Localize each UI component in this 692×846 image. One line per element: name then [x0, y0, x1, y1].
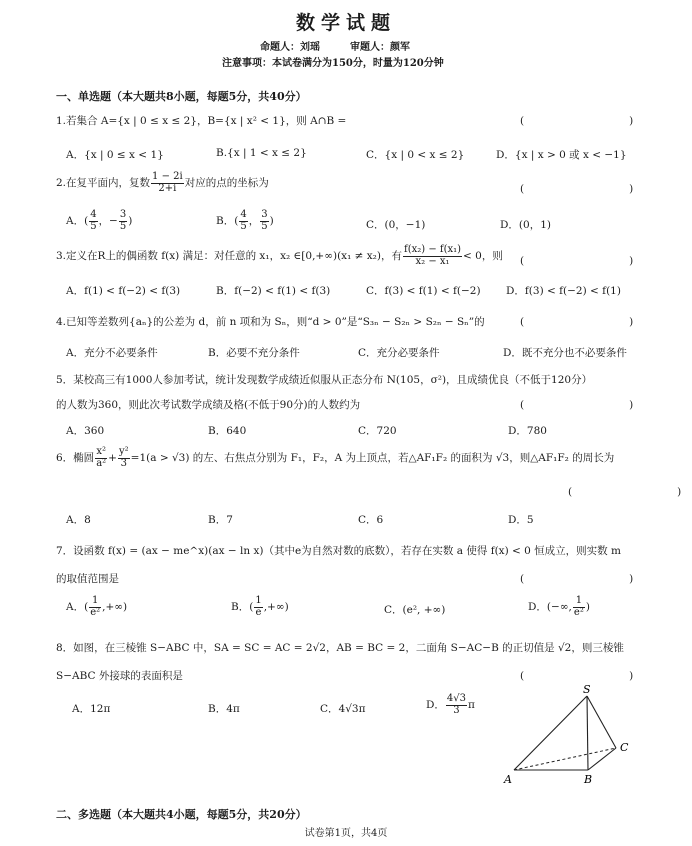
question-6-stem	[56, 447, 614, 469]
q8-option-c: C．4√3π	[320, 703, 366, 715]
edge-SC	[587, 696, 616, 748]
q2-fraction	[151, 172, 184, 194]
q2-fraction-num: 1 − 2i	[152, 171, 183, 182]
q3-option-c: C．f(3) < f(1) < f(−2)	[366, 285, 481, 297]
q2b-post: )	[269, 215, 274, 227]
q2-option-d: D．(0，1)	[500, 219, 551, 231]
question-1-stem: 1.若集合 A={x | 0 ≤ x ≤ 2}，B={x | x² < 1}，则 A∩B =	[56, 115, 347, 127]
page-title: 数学试题	[295, 12, 396, 34]
q2-stem-post: 对应的点的坐标为	[184, 177, 269, 189]
q6-option-a: A．8	[66, 514, 91, 526]
q7b-pre: B．(	[231, 601, 254, 613]
q7d-frac	[573, 596, 585, 618]
q7a-post: ,+∞)	[102, 601, 128, 613]
q2a-pre: A．(	[66, 215, 89, 227]
q2b-mid: ，	[248, 215, 260, 227]
q2b-frac2-num: 3	[261, 209, 268, 220]
answer-paren-2: ( )	[520, 183, 634, 195]
q6-frac-y	[118, 447, 130, 469]
q4-option-d: D．既不充分也不必要条件	[503, 347, 627, 359]
q6-pre: 6．椭圆	[56, 452, 95, 464]
answer-paren-7: ( )	[520, 573, 634, 585]
answer-paren-8: ( )	[520, 670, 634, 682]
q2b-frac1	[239, 210, 247, 232]
q7b-frac-num: 1	[255, 595, 262, 606]
notice-line: 注意事项：本试卷满分为150分，时量为120分钟	[222, 58, 444, 69]
q2a-frac2	[119, 210, 127, 232]
q3-option-a: A．f(1) < f(−2) < f(3)	[66, 285, 181, 297]
q8d-frac-num: 4√3	[446, 693, 467, 704]
q1-option-c: C．{x | 0 < x ≤ 2}	[366, 149, 465, 161]
q8d-frac-den: 3	[453, 704, 460, 716]
authors-line: 命题人：刘瑶 审题人：颜军	[260, 42, 410, 53]
q7a-frac-num: 1	[89, 596, 101, 608]
q2a-frac1	[89, 210, 97, 232]
q2b-frac1-num: 4	[240, 209, 247, 220]
q5-option-d: D．780	[508, 425, 547, 437]
q5-option-c: C．720	[358, 425, 397, 437]
q2b-pre: B．(	[216, 215, 239, 227]
page-footer: 试卷第1页，共4页	[304, 828, 388, 839]
q5-option-a: A．360	[66, 425, 105, 437]
q5-option-b: B．640	[208, 425, 247, 437]
question-3-stem	[56, 245, 503, 267]
q6-frac-x	[95, 447, 107, 469]
section-2-title: 二、多选题（本大题共4小题，每题5分，共20分）	[56, 808, 307, 821]
q2-stem-pre: 2.在复平面内，复数	[56, 177, 151, 189]
q7b-frac-den: e	[255, 606, 262, 618]
vertex-label-A: A	[504, 773, 512, 786]
answer-paren-1: ( )	[520, 115, 634, 127]
answer-paren-4: ( )	[520, 316, 634, 328]
question-8-line-1: 8．如图，在三棱锥 S−ABC 中，SA = SC = AC = 2√2，AB = BC = 2，二面角 S−AC−B 的正切值是 √2，则三棱锥	[56, 642, 624, 654]
q3-option-d: D．f(3) < f(−2) < f(1)	[506, 285, 621, 297]
q2b-frac2-den: 5	[261, 220, 268, 232]
q7b-frac	[254, 596, 262, 618]
q2-option-b	[216, 210, 274, 232]
q2-fraction-den: 2+i	[158, 182, 177, 194]
vertex-label-C: C	[620, 741, 629, 754]
q2a-frac1-num: 4	[90, 209, 97, 220]
q7a-frac-den: e²	[90, 606, 101, 618]
answer-paren-3: ( )	[520, 255, 634, 267]
vertex-label-S: S	[583, 683, 591, 696]
q7d-post: )	[585, 601, 590, 613]
q7a-pre: A．(	[66, 601, 89, 613]
q2a-post: )	[128, 215, 133, 227]
q2a-frac1-den: 5	[90, 220, 97, 232]
q8-option-b: B．4π	[208, 703, 240, 715]
q7-option-d	[528, 596, 590, 618]
q1-option-d: D．{x | x > 0 或 x < −1}	[496, 149, 627, 161]
question-7-line-2: 的取值范围是	[56, 573, 119, 585]
question-7-line-1: 7．设函数 f(x) = (ax − me^x)(ax − ln x)（其中e为自然对数的底数），若存在实数 a 使得 f(x) < 0 恒成立，则实数 m	[56, 545, 621, 557]
q2a-mid: ，−	[98, 215, 118, 227]
q7d-pre: D．(−∞,	[528, 601, 572, 613]
q3-fraction-num: f(x₂) − f(x₁)	[404, 244, 462, 255]
question-5-line-1: 5．某校高三有1000人参加考试，统计发现数学成绩近似服从正态分布 N(105，σ²)，且成绩优良（不低于120分）	[56, 374, 593, 386]
q6-frac-x-den: a²	[96, 457, 107, 469]
q4-option-b: B．必要不充分条件	[208, 347, 300, 359]
question-2-stem	[56, 172, 269, 194]
q4-option-a: A．充分不必要条件	[66, 347, 158, 359]
q1-option-a: A．{x | 0 ≤ x < 1}	[66, 149, 164, 161]
q3-fraction-den: x₂ − x₁	[415, 255, 450, 267]
q7-option-c: C．(e², +∞)	[384, 604, 446, 616]
q7-option-b	[231, 596, 289, 618]
q7b-post: ,+∞)	[263, 601, 289, 613]
pyramid-figure	[496, 682, 646, 792]
q6-frac-x-num: x²	[96, 446, 106, 457]
q6-post: =1(a > √3) 的左、右焦点分别为 F₁，F₂，A 为上顶点，若△AF₁F₂ 的面积为 √3，则△AF₁F₂ 的周长为	[130, 452, 615, 464]
q7-option-a	[66, 596, 127, 618]
q3-stem-post: < 0，则	[463, 250, 503, 262]
q8d-pre: D．	[426, 699, 445, 711]
q2a-frac2-num: 3	[119, 209, 127, 220]
edge-SB	[587, 696, 588, 770]
q8-option-d	[426, 694, 475, 716]
q2b-frac1-den: 5	[240, 220, 247, 232]
q6-frac-y-num: y²	[118, 446, 129, 457]
q3-option-b: B．f(−2) < f(1) < f(3)	[216, 285, 331, 297]
q2a-frac2-den: 5	[119, 220, 127, 232]
q3-fraction	[403, 245, 462, 267]
q2-option-c: C．(0，−1)	[366, 219, 426, 231]
q6-frac-y-den: 3	[120, 457, 127, 469]
q7d-frac-num: 1	[573, 596, 585, 608]
q6-plus: +	[108, 452, 117, 464]
section-1-title: 一、单选题（本大题共8小题，每题5分，共40分）	[56, 90, 307, 103]
q2-option-a	[66, 210, 132, 232]
q8d-frac	[446, 694, 467, 716]
question-4-stem: 4.已知等差数列{aₙ}的公差为 d，前 n 项和为 Sₙ，则“d > 0”是“S₃ₙ − S₂ₙ > S₂ₙ − Sₙ”的	[56, 316, 485, 328]
q6-option-d: D．5	[508, 514, 534, 526]
q2b-frac2	[260, 210, 268, 232]
edge-AC-hidden	[514, 748, 616, 770]
q8d-post: π	[468, 699, 475, 711]
q4-option-c: C．充分必要条件	[358, 347, 440, 359]
edge-SA	[514, 696, 587, 770]
q6-option-c: C．6	[358, 514, 384, 526]
question-5-line-2: 的人数为360，则此次考试数学成绩及格(不低于90分)的人数约为	[56, 399, 361, 411]
q8-option-a: A．12π	[72, 703, 111, 715]
question-8-line-2: S−ABC 外接球的表面积是	[56, 670, 183, 682]
answer-paren-5: ( )	[520, 399, 634, 411]
q3-stem-pre: 3.定义在R上的偶函数 f(x) 满足：对任意的 x₁，x₂ ∈[0,+∞)(x₁ ≠ x₂)，有	[56, 250, 402, 262]
q1-option-b: B.{x | 1 < x ≤ 2}	[216, 147, 307, 159]
q6-option-b: B．7	[208, 514, 233, 526]
vertex-label-B: B	[584, 773, 593, 786]
q7d-frac-den: e²	[573, 606, 584, 618]
answer-paren-6: ( )	[568, 486, 682, 498]
q7a-frac	[89, 596, 101, 618]
